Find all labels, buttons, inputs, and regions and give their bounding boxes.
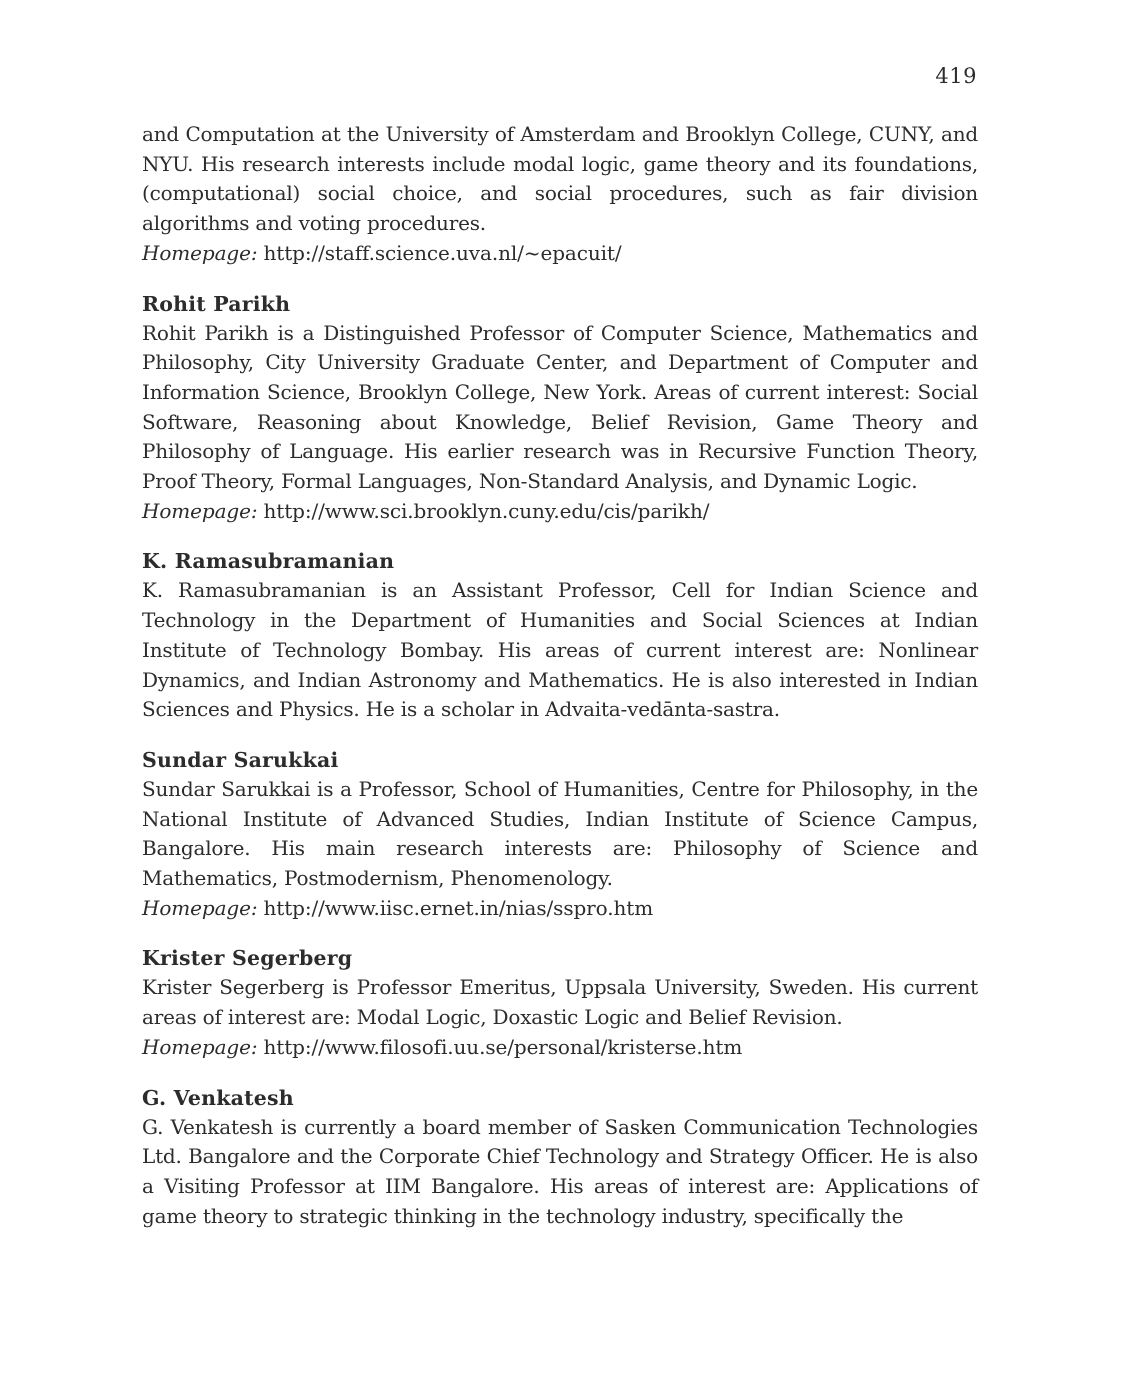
- homepage-line: [142, 894, 978, 924]
- biography-text: Krister Segerberg is Professor Emeritus, Uppsala University, Sweden. His current areas of interest are: Modal Logic, Doxastic Logic and Belief Revision.: [142, 975, 978, 1030]
- homepage-line: [142, 497, 978, 527]
- homepage-label: Homepage:: [142, 895, 258, 920]
- homepage-label: Homepage:: [142, 1034, 258, 1059]
- biography-text: G. Venkatesh is currently a board member of Sasken Communication Technologies Ltd. Bangalore and the Corporate Chief Technology and Strategy Officer. He is also a Visiting Professor at IIM Bangalore. His areas of interest are: Applications of game theory to strategic thinking in the technology industry, specifically the: [142, 1114, 978, 1228]
- biography-entry: [142, 1083, 978, 1232]
- intro-section: [142, 120, 978, 269]
- biography-entry: [142, 943, 978, 1062]
- homepage-line: [142, 239, 978, 269]
- page-body: [142, 120, 978, 1231]
- homepage-url: http://staff.science.uva.nl/~epacuit/: [263, 240, 622, 265]
- homepage-line: [142, 1033, 978, 1063]
- page-number: 419: [935, 64, 977, 88]
- biography-entry: [142, 745, 978, 924]
- person-name: Sundar Sarukkai: [142, 747, 339, 772]
- homepage-url: http://www.iisc.ernet.in/nias/sspro.htm: [263, 895, 654, 920]
- homepage-url: http://www.filosofi.uu.se/personal/kristerse.htm: [263, 1034, 743, 1059]
- person-name: Krister Segerberg: [142, 946, 353, 971]
- biography-entry: [142, 289, 978, 527]
- homepage-url: http://www.sci.brooklyn.cuny.edu/cis/parikh/: [263, 498, 710, 523]
- intro-paragraph: and Computation at the University of Amsterdam and Brooklyn College, CUNY, and NYU. His research interests include modal logic, game theory and its foundations, (computational) social choice, and social procedures, such as fair division algorithms and voting procedures.: [142, 122, 978, 236]
- homepage-label: Homepage:: [142, 498, 258, 523]
- homepage-label: Homepage:: [142, 240, 258, 265]
- person-name: K. Ramasubramanian: [142, 549, 395, 574]
- biography-text: Sundar Sarukkai is a Professor, School of Humanities, Centre for Philosophy, in the National Institute of Advanced Studies, Indian Institute of Science Campus, Bangalore. His main research interests are: Philosophy of Science and Mathematics, Postmodernism, Phenomenology.: [142, 776, 978, 891]
- biography-text: Rohit Parikh is a Distinguished Professor of Computer Science, Mathematics and Philosophy, City University Graduate Center, and Department of Computer and Information Science, Brooklyn College, New York. Areas of current interest: Social Software, Reasoning about Knowledge, Belief Revision, Game Theory and Philosophy of Language. His earlier research was in Recursive Function Theory, Proof Theory, Formal Languages, Non-Standard Analysis, and Dynamic Logic.: [142, 320, 978, 494]
- biography-text: K. Ramasubramanian is an Assistant Professor, Cell for Indian Science and Technology in the Department of Humanities and Social Sciences at Indian Institute of Technology Bombay. His areas of current interest are: Nonlinear Dynamics, and Indian Astronomy and Mathematics. He is also interested in Indian Sciences and Physics. He is a scholar in Advaita-vedānta-sastra.: [142, 578, 978, 722]
- person-name: Rohit Parikh: [142, 291, 291, 316]
- person-name: G. Venkatesh: [142, 1085, 294, 1110]
- biography-entry: [142, 546, 978, 725]
